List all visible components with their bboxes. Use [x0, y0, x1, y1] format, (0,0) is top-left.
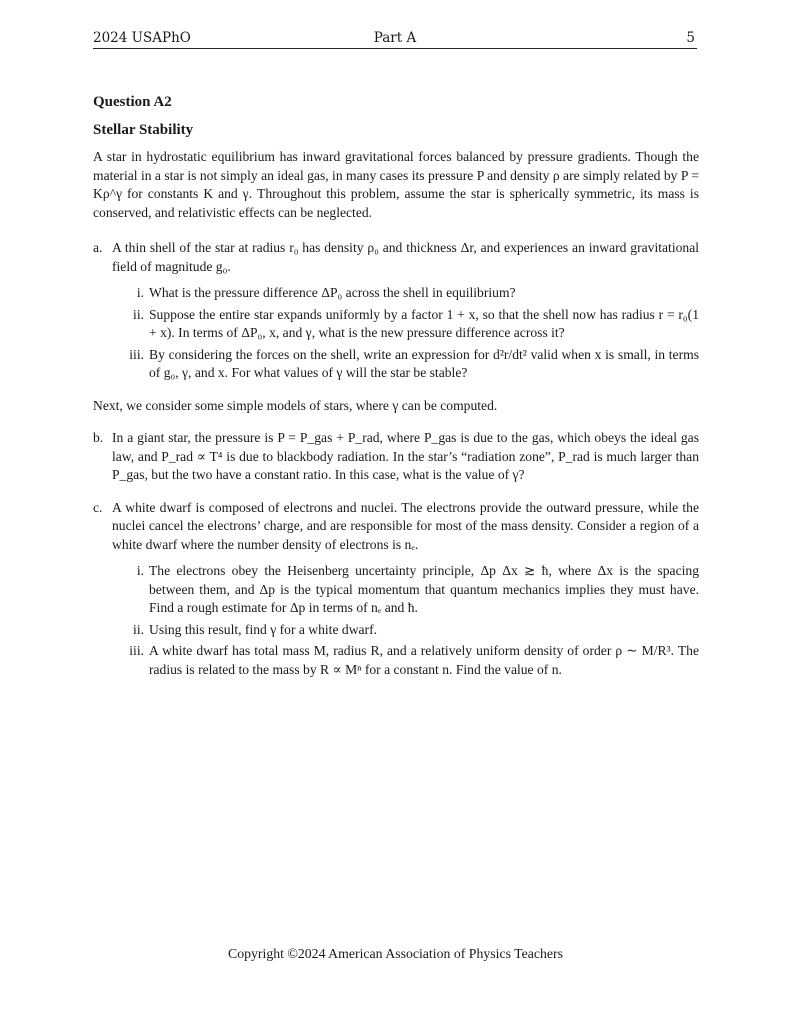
part-a-item — [112, 346, 699, 383]
item-label: iii. — [129, 643, 144, 658]
part-b-label: b. — [93, 430, 104, 445]
part-b-text: In a giant star, the pressure is P = P_gas + P_rad, where P_gas is due to the gas, which obeys the ideal gas law, and P_rad ∝ T⁴ is due to blackbody radiation. In the star’s “radiation zone”, P_rad is much larger than P_gas, but the two have a constant ratio. In this case, what is the value of γ? — [112, 430, 699, 482]
intro-paragraph: A star in hydrostatic equilibrium has inward gravitational forces balanced by pressure gradients. Though the material in a star is not simply an ideal gas, in many cases its pressure P and density ρ are simply related by P = Kρ^γ for constants K and γ. Throughout this problem, assume the star is spherically symmetric, its mass is conserved, and relativistic effects can be neglected. — [93, 149, 699, 220]
part-a-subquestions — [112, 284, 699, 383]
page-header — [93, 30, 697, 49]
part-c-text: A white dwarf is composed of electrons and nuclei. The electrons provide the outward pressure, while the nuclei cancel the electrons’ charge, and are responsible for most of the mass density. Consider a region of a white dwarf where the number density of electrons is nₑ. — [112, 499, 699, 552]
part-c-item — [112, 642, 699, 679]
part-a-text: A thin shell of the star at radius r₀ has density ρ₀ and thickness Δr, and experiences an inward gravitational field of magnitude g₀. — [112, 240, 699, 274]
part-c-label: c. — [93, 499, 103, 515]
part-c-item — [112, 562, 699, 618]
item-text: A white dwarf has total mass M, radius R, and a relatively uniform density of order ρ ∼ M/R³. The radius is related to the mass by R ∝ Mⁿ for a constant n. Find the value of n. — [149, 643, 699, 677]
question-title: Stellar Stability — [93, 121, 194, 138]
item-label: iii. — [129, 346, 144, 362]
part-c — [93, 499, 699, 680]
header-section: Part A — [373, 30, 417, 46]
item-label: ii. — [133, 306, 144, 322]
item-text: Using this result, find γ for a white dwarf. — [149, 621, 377, 637]
item-label: i. — [136, 285, 144, 300]
part-c-subquestions — [112, 562, 699, 679]
item-text: The electrons obey the Heisenberg uncertainty principle, Δp Δx ≳ ħ, where Δx is the spacing between them, and Δp is the typical momentum that quantum mechanics implies they must have. Find a rough estimate for Δp in terms of nₑ and ħ. — [149, 563, 699, 615]
header-competition: 2024 USAPhO — [93, 30, 191, 46]
item-label: ii. — [133, 621, 144, 637]
copyright-footer: Copyright ©2024 American Association of Physics Teachers — [228, 946, 563, 961]
part-b — [93, 429, 699, 485]
part-a — [93, 239, 699, 383]
page-number: 5 — [686, 30, 695, 46]
part-a-item — [112, 284, 699, 303]
item-text: What is the pressure difference ΔP₀ across the shell in equilibrium? — [149, 285, 516, 300]
part-a-label: a. — [93, 240, 103, 255]
question-number: Question A2 — [93, 94, 172, 110]
item-text: By considering the forces on the shell, write an expression for d²r/dt² valid when x is small, in terms of g₀, γ, and x. For what values of γ will the star be stable? — [149, 346, 699, 380]
part-a-item — [112, 306, 699, 343]
page-content — [93, 93, 699, 693]
item-label: i. — [136, 563, 144, 578]
transition-paragraph: Next, we consider some simple models of stars, where γ can be computed. — [93, 397, 498, 413]
item-text: Suppose the entire star expands uniformly by a factor 1 + x, so that the shell now has radius r = r₀(1 + x). In terms of ΔP₀, x, and γ, what is the new pressure difference across it? — [149, 306, 699, 340]
part-c-item — [112, 621, 699, 640]
